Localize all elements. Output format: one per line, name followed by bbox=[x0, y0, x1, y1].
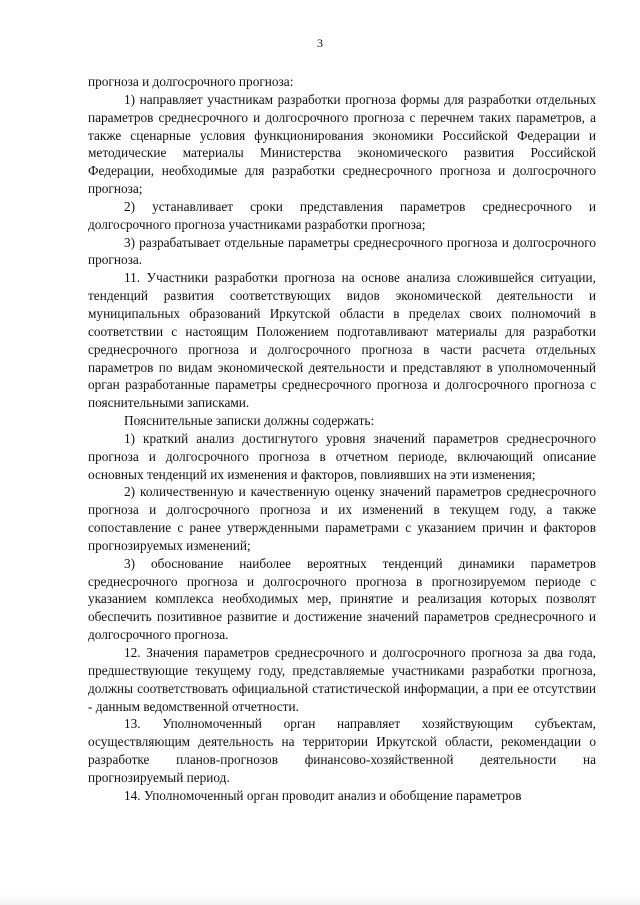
document-body bbox=[88, 73, 596, 805]
paragraph-item-2: 2) устанавливает сроки представления параметров среднесрочного и долгосрочного прогноза участниками разработки прогноза; bbox=[88, 198, 596, 232]
page-number: 3 bbox=[317, 36, 323, 50]
paragraph-continuation: прогноза и долгосрочного прогноза: bbox=[88, 74, 294, 89]
paragraph-clause-13: 13. Уполномоченный орган направляет хозяйствующим субъектам, осуществляющим деятельность на территории Иркутской области, рекомендации о разработке планов-прогнозов финансово-хозяйственной деятельности на прогнозируемый период. bbox=[88, 716, 596, 785]
paragraph-notes-item-3: 3) обоснование наиболее вероятных тенденций динамики параметров среднесрочного прогноза и долгосрочного прогноза в прогнозируемом периоде с указанием комплекса необходимых мер, принятие и реализация которых позволят обеспечить позитивное развитие и достижение значений параметров среднесрочного и долгосрочного прогноза. bbox=[88, 555, 596, 643]
paragraph-clause-12: 12. Значения параметров среднесрочного и долгосрочного прогноза за два года, предшествующие текущему году, представляемые участниками разработки прогноза, должны соответствовать официальной статистической информации, а при ее отсутствии - данным ведомственной отчетности. bbox=[88, 645, 596, 714]
scan-bottom-edge bbox=[0, 893, 640, 905]
paragraph-notes-item-2: 2) количественную и качественную оценку значений параметров среднесрочного прогноза и долгосрочного прогноза и их изменений в текущем году, а также сопоставление с ранее утвержденными параметрами с указанием причин и факторов прогнозируемых изменений; bbox=[88, 484, 596, 553]
paragraph-clause-14: 14. Уполномоченный орган проводит анализ и обобщение параметров bbox=[124, 787, 522, 803]
paragraph-notes-item-1: 1) краткий анализ достигнутого уровня значений параметров среднесрочного прогноза и долгосрочного прогноза в отчетном периоде, включающий описание основных тенденций их изменения и факторов, повлиявших на эти изменения; bbox=[88, 430, 596, 482]
paragraph-item-1: 1) направляет участникам разработки прогноза формы для разработки отдельных параметров среднесрочного и долгосрочного прогноза с перечнем таких параметров, а также сценарные условия функционирования экономики Российской Федерации и методические материалы Министерства экономического развития Российской Федерации, необходимые для разработки среднесрочного прогноза и долгосрочного прогноза; bbox=[88, 91, 596, 197]
paragraph-item-3: 3) разрабатывает отдельные параметры среднесрочного прогноза и долгосрочного прогноза. bbox=[88, 234, 596, 268]
paragraph-clause-11: 11. Участники разработки прогноза на основе анализа сложившейся ситуации, тенденций развития соответствующих видов экономической деятельности и муниципальных образований Иркутской области в пределах своих полномочий в соответствии с настоящим Положением подготавливают материалы для разработки среднесрочного прогноза и долгосрочного прогноза в части расчета отдельных параметров по видам экономической деятельности и представляют в уполномоченный орган разработанные параметры среднесрочного прогноза и долгосрочного прогноза с пояснительными записками. bbox=[88, 270, 596, 411]
paragraph-notes-intro: Пояснительные записки должны содержать: bbox=[124, 413, 375, 429]
